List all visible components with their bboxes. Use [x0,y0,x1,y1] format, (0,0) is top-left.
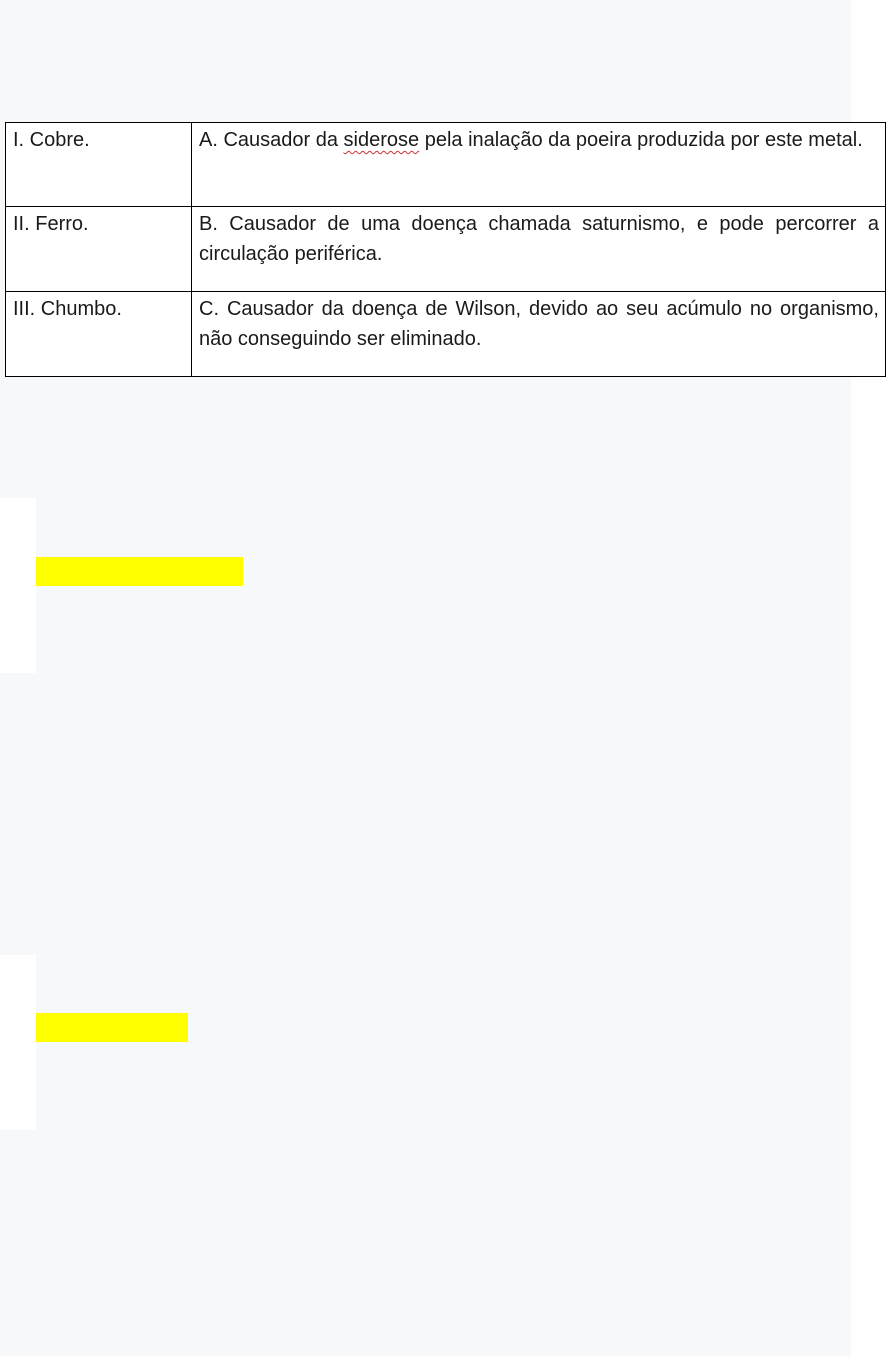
metal-cell [6,207,192,292]
description-cell [192,292,886,377]
yellow-highlight-block [36,557,243,586]
table-row [6,292,886,377]
metal-label: III. Chumbo. [13,298,122,320]
description-cell [192,207,886,292]
description-part: A. Causador da [199,129,344,151]
metal-cell [6,123,192,207]
metal-label: II. Ferro. [13,213,89,235]
metal-cell [6,292,192,377]
matching-table [5,122,886,377]
description-text: C. Causador da doença de Wilson, devido ao seu acúmulo no organismo, não conseguindo ser eliminado. [199,298,879,350]
description-text [199,125,879,155]
description-text: B. Causador de uma doença chamada saturnismo, e pode percorrer a circulação periférica. [199,213,879,265]
description-cell [192,123,886,207]
metal-label: I. Cobre. [13,129,90,151]
left-margin-strip [0,498,36,673]
description-part: pela inalação da poeira produzida por este metal. [419,129,863,151]
yellow-highlight-block [36,1013,188,1042]
table-row [6,207,886,292]
table-row [6,123,886,207]
left-margin-strip [0,955,36,1130]
matching-table-container [5,122,886,376]
misspelled-word[interactable]: siderose [343,129,420,151]
